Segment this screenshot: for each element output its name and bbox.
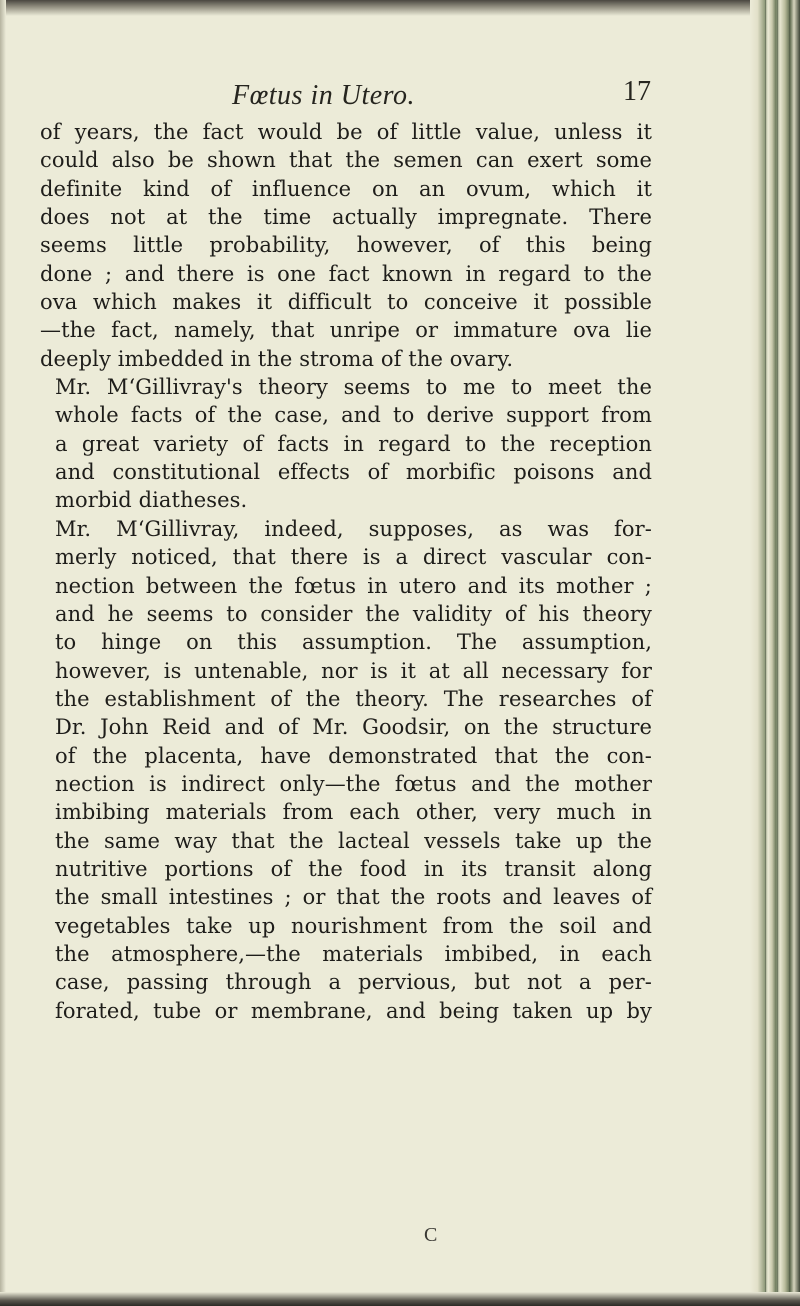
text-line: done ; and there is one fact known in regard to the	[40, 261, 652, 286]
text-line: —the fact, namely, that unripe or immature ova lie	[40, 318, 652, 343]
text-line: and constitutional effects of morbific poisons and	[55, 460, 652, 485]
text-line: of the placenta, have demonstrated that the con-	[55, 743, 652, 768]
running-title: Fœtus in Utero.	[232, 80, 416, 111]
text-line: and he seems to consider the validity of his theory	[55, 601, 652, 626]
text-line: whole facts of the case, and to derive support from	[55, 403, 652, 428]
text-line: nection between the fœtus in utero and its mother ;	[55, 573, 652, 598]
text-line: could also be shown that the semen can exert some	[40, 148, 652, 173]
text-line: forated, tube or membrane, and being taken up by	[55, 998, 652, 1023]
text-line: ova which makes it difficult to conceive it possible	[40, 290, 652, 315]
signature-mark: C	[424, 1224, 438, 1246]
text-line: merly noticed, that there is a direct vascular con-	[55, 545, 652, 570]
text-line: morbid diatheses.	[55, 488, 248, 513]
text-line: deeply imbedded in the stroma of the ovary.	[40, 346, 514, 371]
text-line: nection is indirect only—the fœtus and the mother	[55, 771, 652, 796]
text-line: of years, the fact would be of little value, unless it	[40, 120, 652, 144]
spine-line	[765, 0, 766, 1306]
text-line: vegetables take up nourishment from the soil and	[55, 913, 652, 938]
text-line: however, is untenable, nor is it at all necessary for	[55, 658, 652, 683]
text-line: Mr. M‘Gillivray's theory seems to me to meet the	[55, 375, 652, 400]
text-line: the establishment of the theory. The researches of	[55, 686, 652, 711]
paragraph	[40, 118, 652, 373]
text-line: the small intestines ; or that the roots and leaves of	[55, 885, 652, 910]
paragraph	[40, 515, 652, 1025]
page-number: 17	[623, 76, 651, 107]
text-line: imbibing materials from each other, very much in	[55, 800, 652, 825]
text-line: nutritive portions of the food in its transit along	[55, 856, 652, 881]
page-body	[40, 118, 652, 1025]
text-line: definite kind of influence on an ovum, which it	[40, 176, 652, 201]
text-line: a great variety of facts in regard to the reception	[55, 431, 652, 456]
spine-line	[777, 0, 778, 1306]
text-line: to hinge on this assumption. The assumption,	[55, 630, 652, 655]
text-line: seems little probability, however, of this being	[40, 233, 652, 258]
text-line: Mr. M‘Gillivray, indeed, supposes, as was for-	[55, 516, 652, 541]
bottom-page-shadow	[0, 1292, 800, 1306]
text-line: the same way that the lacteal vessels take up the	[55, 828, 652, 853]
text-line: the atmosphere,—the materials imbibed, in each	[55, 941, 652, 966]
text-line: case, passing through a pervious, but not a per-	[55, 970, 652, 995]
text-line: does not at the time actually impregnate. There	[40, 205, 652, 230]
spine-line	[789, 0, 790, 1306]
text-line: Dr. John Reid and of Mr. Goodsir, on the structure	[55, 715, 652, 740]
paragraph	[40, 373, 652, 515]
